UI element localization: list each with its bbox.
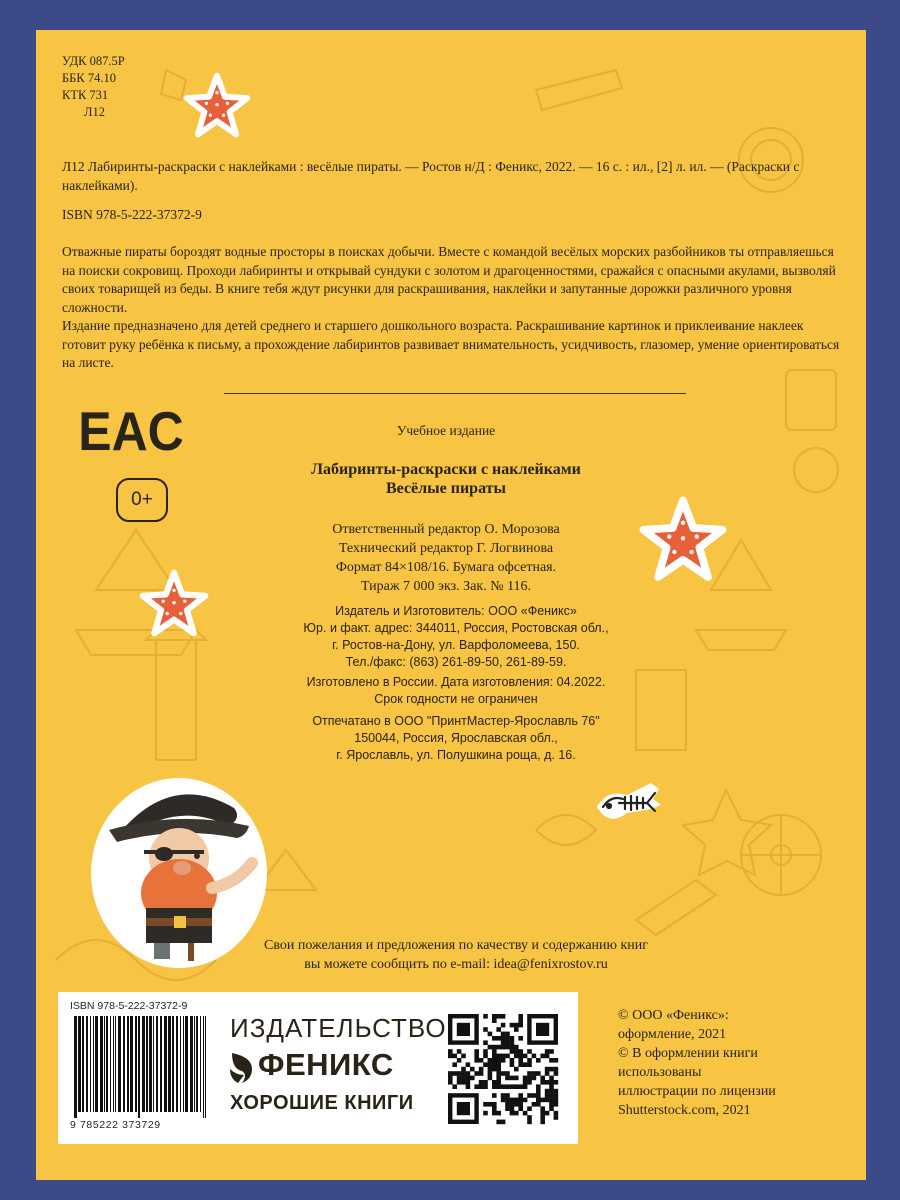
- barcode-isbn: ISBN 978-5-222-37372-9: [70, 1000, 188, 1012]
- publisher-line: Юр. и факт. адрес: 344011, Россия, Ростовская обл.,: [303, 621, 609, 635]
- publisher-line: г. Ростов-на-Дону, ул. Варфоломеева, 150.: [332, 638, 580, 652]
- fish-bone-sticker: [589, 775, 667, 833]
- copyright-line: использованы: [618, 1065, 702, 1080]
- author-sign: Л12: [84, 105, 105, 119]
- eac-text: EAC: [78, 401, 184, 463]
- barcode-digits: 9 785222 373729: [70, 1119, 161, 1131]
- bibliographic-record: Л12 Лабиринты-раскраски с наклейками : весёлые пираты. — Ростов н/Д : Феникс, 2022. — 16 с. : ил., [2] л. ил. — (Раскраски с наклейками).: [62, 159, 800, 193]
- publisher-line: Издатель и Изготовитель: ООО «Феникс»: [335, 604, 577, 618]
- credit-line: Тираж 7 000 экз. Зак. № 116.: [360, 579, 532, 594]
- isbn-line: ISBN 978-5-222-37372-9: [62, 207, 202, 222]
- udk-code: УДК 087.5Р: [62, 54, 125, 68]
- eac-mark: [78, 393, 184, 463]
- annotation-paragraph: Отважные пираты бороздят водные просторы в поисках добычи. Вместе с командой весёлых морских разбойников ты отправляешься на поиски сокровищ. Проходи лабиринты и открывай сундуки с золотом и драгоценностями, сражайся с опасными акулами, вызволяй своих товарищей из беды. В книге тебя ждут рисунки для раскрашивания, наклейки и запутанные дорожки различного уровня сложности.: [62, 244, 836, 315]
- publisher-logo-top: ИЗДАТЕЛЬСТВО: [230, 1013, 447, 1043]
- editorial-credits: [266, 520, 626, 596]
- publisher-logo-name: ФЕНИКС: [258, 1047, 394, 1082]
- publisher-info: [236, 603, 676, 671]
- copyright-line: © В оформлении книги: [618, 1046, 758, 1061]
- back-cover: [36, 30, 866, 1180]
- annotation-paragraph: Издание предназначено для детей среднего и старшего дошкольного возраста. Раскрашивание картинок и приклеивание наклеек готовит руку ребёнка к письму, а прохождение лабиринтов развивает внимательность, усидчивость, глазомер, умение ориентироваться на листе.: [62, 318, 840, 370]
- starfish-sticker-right: [640, 497, 726, 583]
- credit-line: Технический редактор Г. Логвинова: [338, 541, 554, 556]
- ktk-code: КТК 731: [62, 88, 109, 102]
- barcode-panel: [58, 992, 578, 1144]
- manufacture-line: Изготовлено в России. Дата изготовления: 04.2022.: [306, 675, 606, 689]
- copyright-line: иллюстрации по лицензии: [618, 1084, 776, 1099]
- book-title-block: [236, 460, 656, 498]
- qr-code: [448, 1014, 558, 1124]
- printer-line: г. Ярославль, ул. Полушкина роща, д. 16.: [336, 748, 576, 762]
- phoenix-logo-icon: [228, 1049, 256, 1087]
- annotation: [62, 243, 850, 373]
- copyright-line: © ООО «Феникс»:: [618, 1008, 729, 1023]
- divider: [224, 393, 686, 394]
- printer-line: Отпечатано в ООО "ПринтМастер-Ярославль 76": [312, 714, 600, 728]
- credit-line: Формат 84×108/16. Бумага офсетная.: [335, 560, 557, 575]
- copyright-line: Shutterstock.com, 2021: [618, 1103, 751, 1118]
- copyright-line: оформление, 2021: [618, 1027, 727, 1042]
- feedback-line: Свои пожелания и предложения по качеству и содержанию книг: [263, 938, 648, 953]
- manufacture-line: Срок годности не ограничен: [374, 692, 538, 706]
- credit-line: Ответственный редактор О. Морозова: [332, 522, 560, 537]
- bbk-code: ББК 74.10: [62, 71, 116, 85]
- printer-line: 150044, Россия, Ярославская обл.,: [354, 731, 558, 745]
- starfish-sticker-left: [140, 570, 208, 638]
- publisher-logo-slogan: ХОРОШИЕ КНИГИ: [230, 1092, 414, 1114]
- classification-codes: [62, 53, 125, 121]
- feedback-note: [216, 936, 696, 974]
- publisher-line: Тел./факс: (863) 261-89-50, 261-89-59.: [345, 655, 567, 669]
- feedback-line: вы можете сообщить по e-mail: idea@fenixrostov.ru: [304, 957, 608, 972]
- printer-info: [236, 713, 676, 764]
- manufacture-info: [236, 674, 676, 708]
- starfish-sticker-top: [184, 73, 250, 139]
- age-rating-badge: 0+: [116, 478, 168, 522]
- edition-type: Учебное издание: [396, 423, 496, 438]
- barcode: [70, 1016, 210, 1118]
- copyright-notice: [618, 1006, 858, 1120]
- book-subtitle: Весёлые пираты: [385, 480, 506, 497]
- book-title: Лабиринты-раскраски с наклейками: [311, 461, 581, 478]
